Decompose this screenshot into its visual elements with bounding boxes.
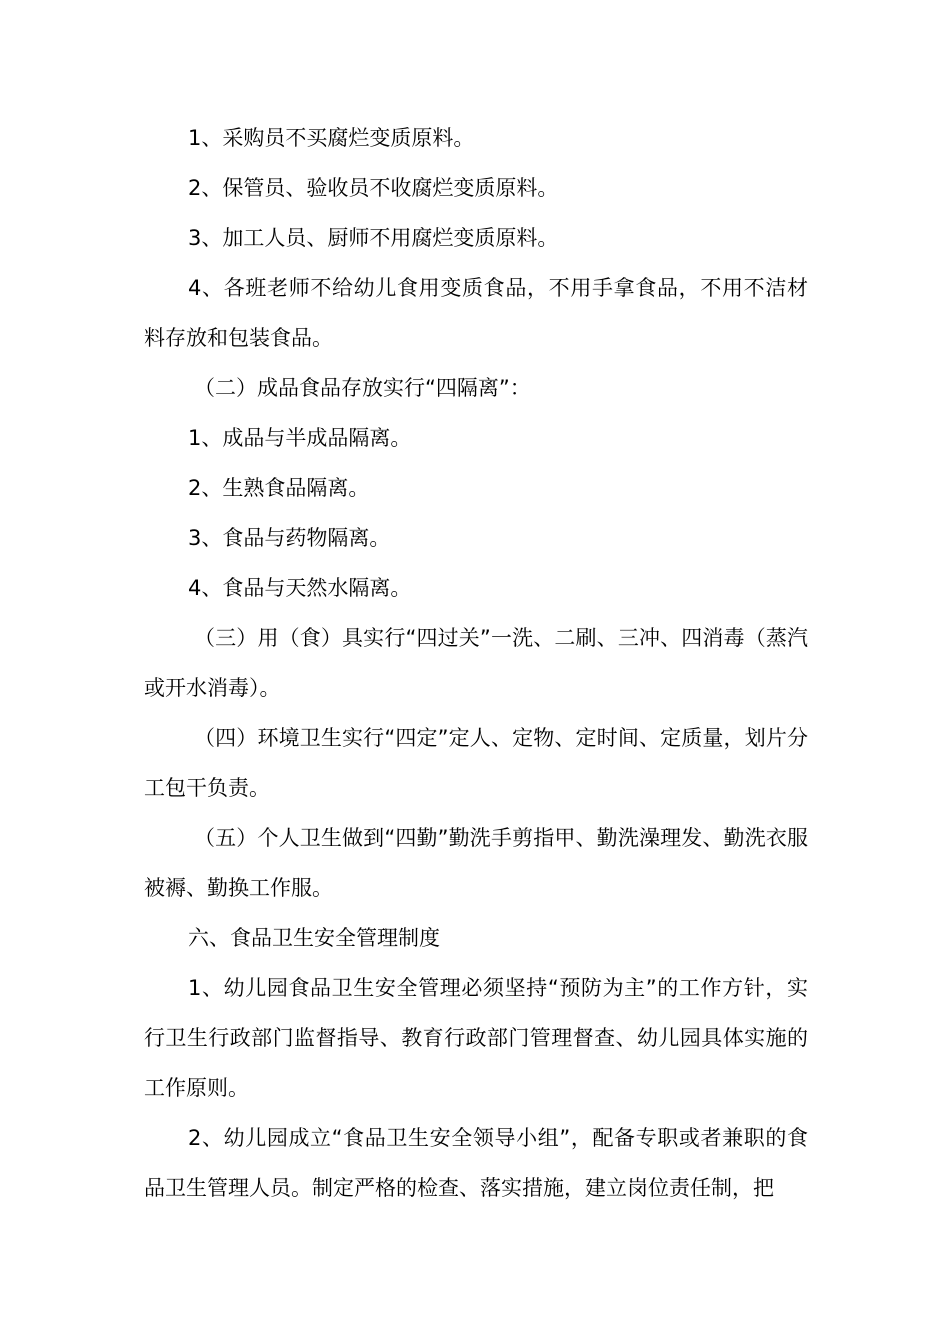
paragraph-15: 2、幼儿园成立“食品卫生安全领导小组”，配备专职或者兼职的食品卫生管理人员。制定严格的检查、落实措施，建立岗位责任制，把 (144, 1126, 808, 1200)
paragraph-7: 2、生熟食品隔离。 (188, 476, 370, 500)
paragraph-9: 4、食品与天然水隔离。 (188, 576, 412, 600)
section-paragraph-3: （三）用（食）具实行“四过关”一洗、二刷、三冲、四消毒（蒸汽或开水消毒）。 (144, 626, 808, 700)
section-heading-2: （二）成品食品存放实行“四隔离”： (194, 376, 531, 400)
paragraph-3: 3、加工人员、厨师不用腐烂变质原料。 (188, 226, 559, 250)
document-body (144, 113, 808, 1213)
paragraph-8: 3、食品与药物隔离。 (188, 526, 391, 550)
paragraph-6: 1、成品与半成品隔离。 (188, 426, 412, 450)
paragraph-14: 1、幼儿园食品卫生安全管理必须坚持“预防为主”的工作方针，实行卫生行政部门监督指导、教育行政部门管理督查、幼儿园具体实施的工作原则。 (144, 976, 808, 1100)
section-paragraph-5: （五）个人卫生做到“四勤”勤洗手剪指甲、勤洗澡理发、勤洗衣服被褥、勤换工作服。 (144, 826, 808, 900)
chapter-heading-6: 六、食品卫生安全管理制度 (188, 926, 440, 950)
paragraph-2: 2、保管员、验收员不收腐烂变质原料。 (188, 176, 559, 200)
paragraph-4: 4、各班老师不给幼儿食用变质食品，不用手拿食品，不用不洁材料存放和包装食品。 (144, 276, 808, 350)
section-paragraph-4: （四）环境卫生实行“四定”定人、定物、定时间、定质量，划片分工包干负责。 (144, 726, 808, 800)
paragraph-1: 1、采购员不买腐烂变质原料。 (188, 126, 475, 150)
